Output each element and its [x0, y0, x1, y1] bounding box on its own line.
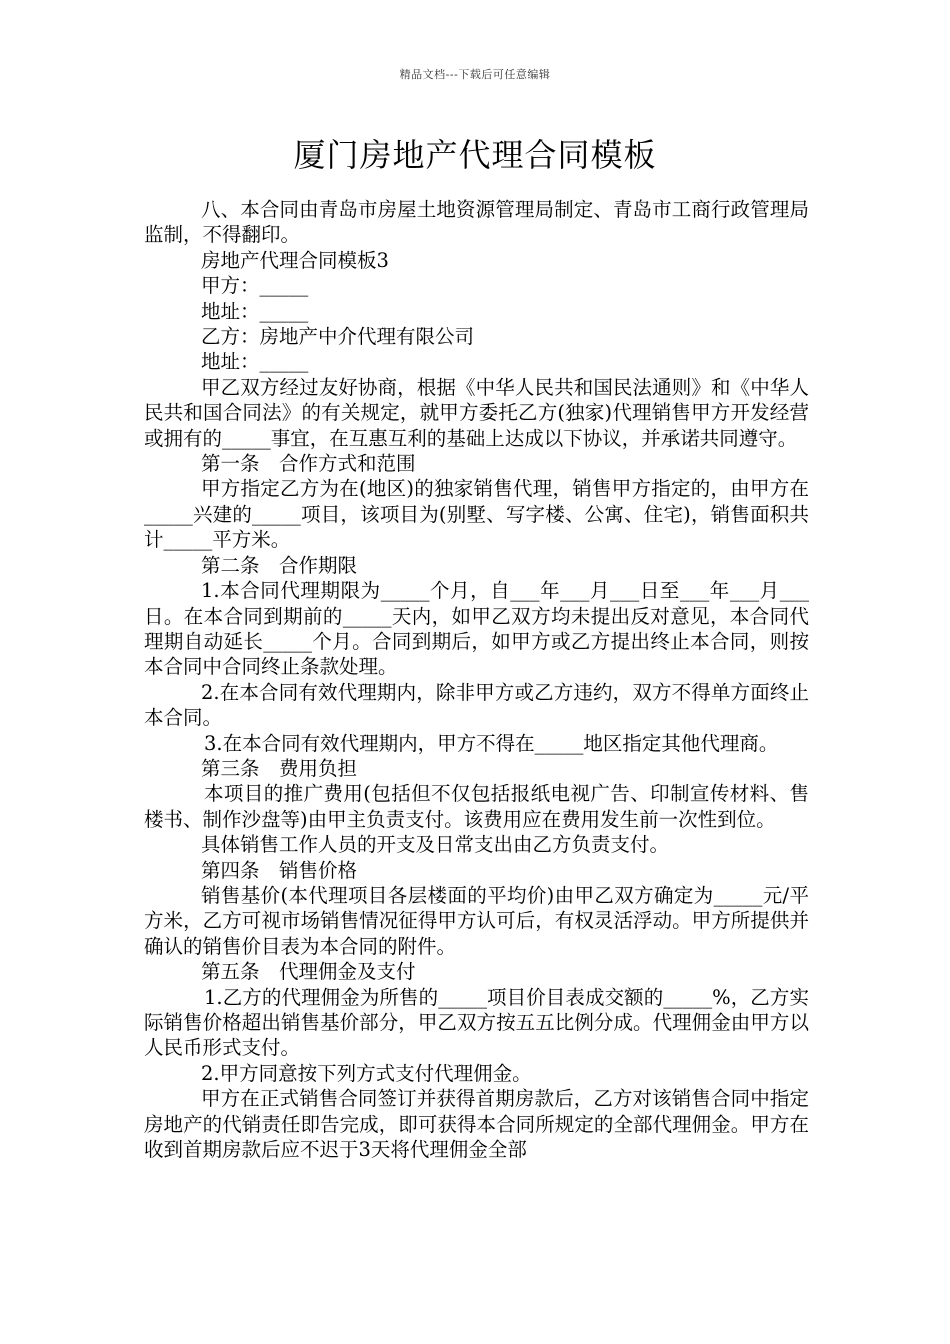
paragraph-article-3-body: 本项目的推广费用(包括但不仅包括报纸电视广告、印制宣传材料、售楼书、制作沙盘等)由甲主负责支付。该费用应在费用发生前一次性到位。	[144, 782, 809, 831]
paragraph-party-a: 甲方：_____	[201, 274, 309, 298]
paragraph-party-a-address: 地址：_____	[201, 299, 309, 323]
paragraph-template-title: 房地产代理合同模板3	[201, 248, 389, 272]
paragraph-article-3-staff-costs: 具体销售工作人员的开支及日常支出由乙方负责支付。	[201, 833, 670, 857]
paragraph-clause-8: 八、本合同由青岛市房屋土地资源管理局制定、青岛市工商行政管理局监制，不得翻印。	[144, 198, 809, 247]
section-heading-article-5: 第五条 代理佣金及支付	[201, 960, 416, 984]
paragraph-party-b-address: 地址：_____	[201, 350, 309, 374]
section-heading-article-1: 第一条 合作方式和范围	[201, 452, 416, 476]
paragraph-article-2-item-3: 3.在本合同有效代理期内，甲方不得在_____地区指定其他代理商。	[204, 731, 779, 755]
paragraph-article-4-body: 销售基价(本代理项目各层楼面的平均价)由甲乙双方确定为_____元/平方米，乙方可视市场销售情况征得甲方认可后，有权灵活浮动。甲方所提供并确认的销售价目表为本合同的附件。	[144, 883, 809, 958]
paragraph-preamble: 甲乙双方经过友好协商，根据《中华人民共和国民法通则》和《中华人民共和国合同法》的有关规定，就甲方委托乙方(独家)代理销售甲方开发经营或拥有的_____事宜，在互惠互利的基础上达成以下协议，并承诺共同遵守。	[144, 375, 809, 450]
section-heading-article-2: 第二条 合作期限	[201, 553, 358, 577]
paragraph-article-5-item-2: 2.甲方同意按下列方式支付代理佣金。	[201, 1061, 532, 1085]
document-title: 厦门房地产代理合同模板	[293, 136, 657, 174]
paragraph-article-1-body: 甲方指定乙方为在(地区)的独家销售代理，销售甲方指定的，由甲方在_____兴建的_____项目，该项目为(别墅、写字楼、公寓、住宅)，销售面积共计_____平方米。	[144, 477, 809, 552]
paragraph-article-5-payment: 甲方在正式销售合同签订并获得首期房款后，乙方对该销售合同中指定房地产的代销责任即告完成，即可获得本合同所规定的全部代理佣金。甲方在收到首期房款后应不迟于3天将代理佣金全部	[144, 1087, 809, 1162]
header-note: 精品文档---下载后可任意编辑	[399, 68, 551, 81]
document-body	[144, 197, 809, 1162]
paragraph-article-2-item-2: 2.在本合同有效代理期内，除非甲方或乙方违约，双方不得单方面终止本合同。	[144, 680, 809, 730]
paragraph-article-2-item-1: 1.本合同代理期限为_____个月，自___年___月___日至___年___月___日。在本合同到期前的_____天内，如甲乙双方均未提出反对意见，本合同代理期自动延长_____个月。合同到期后，如甲方或乙方提出终止本合同，则按本合同中合同终止条款处理。	[144, 579, 809, 679]
paragraph-party-b: 乙方：房地产中介代理有限公司	[201, 325, 475, 349]
paragraph-article-5-item-1: 1.乙方的代理佣金为所售的_____项目价目表成交额的_____%，乙方实际销售价格超出销售基价部分，甲乙双方按五五比例分成。代理佣金由甲方以人民币形式支付。	[144, 985, 809, 1060]
section-heading-article-3: 第三条 费用负担	[201, 756, 358, 780]
section-heading-article-4: 第四条 销售价格	[201, 858, 358, 882]
